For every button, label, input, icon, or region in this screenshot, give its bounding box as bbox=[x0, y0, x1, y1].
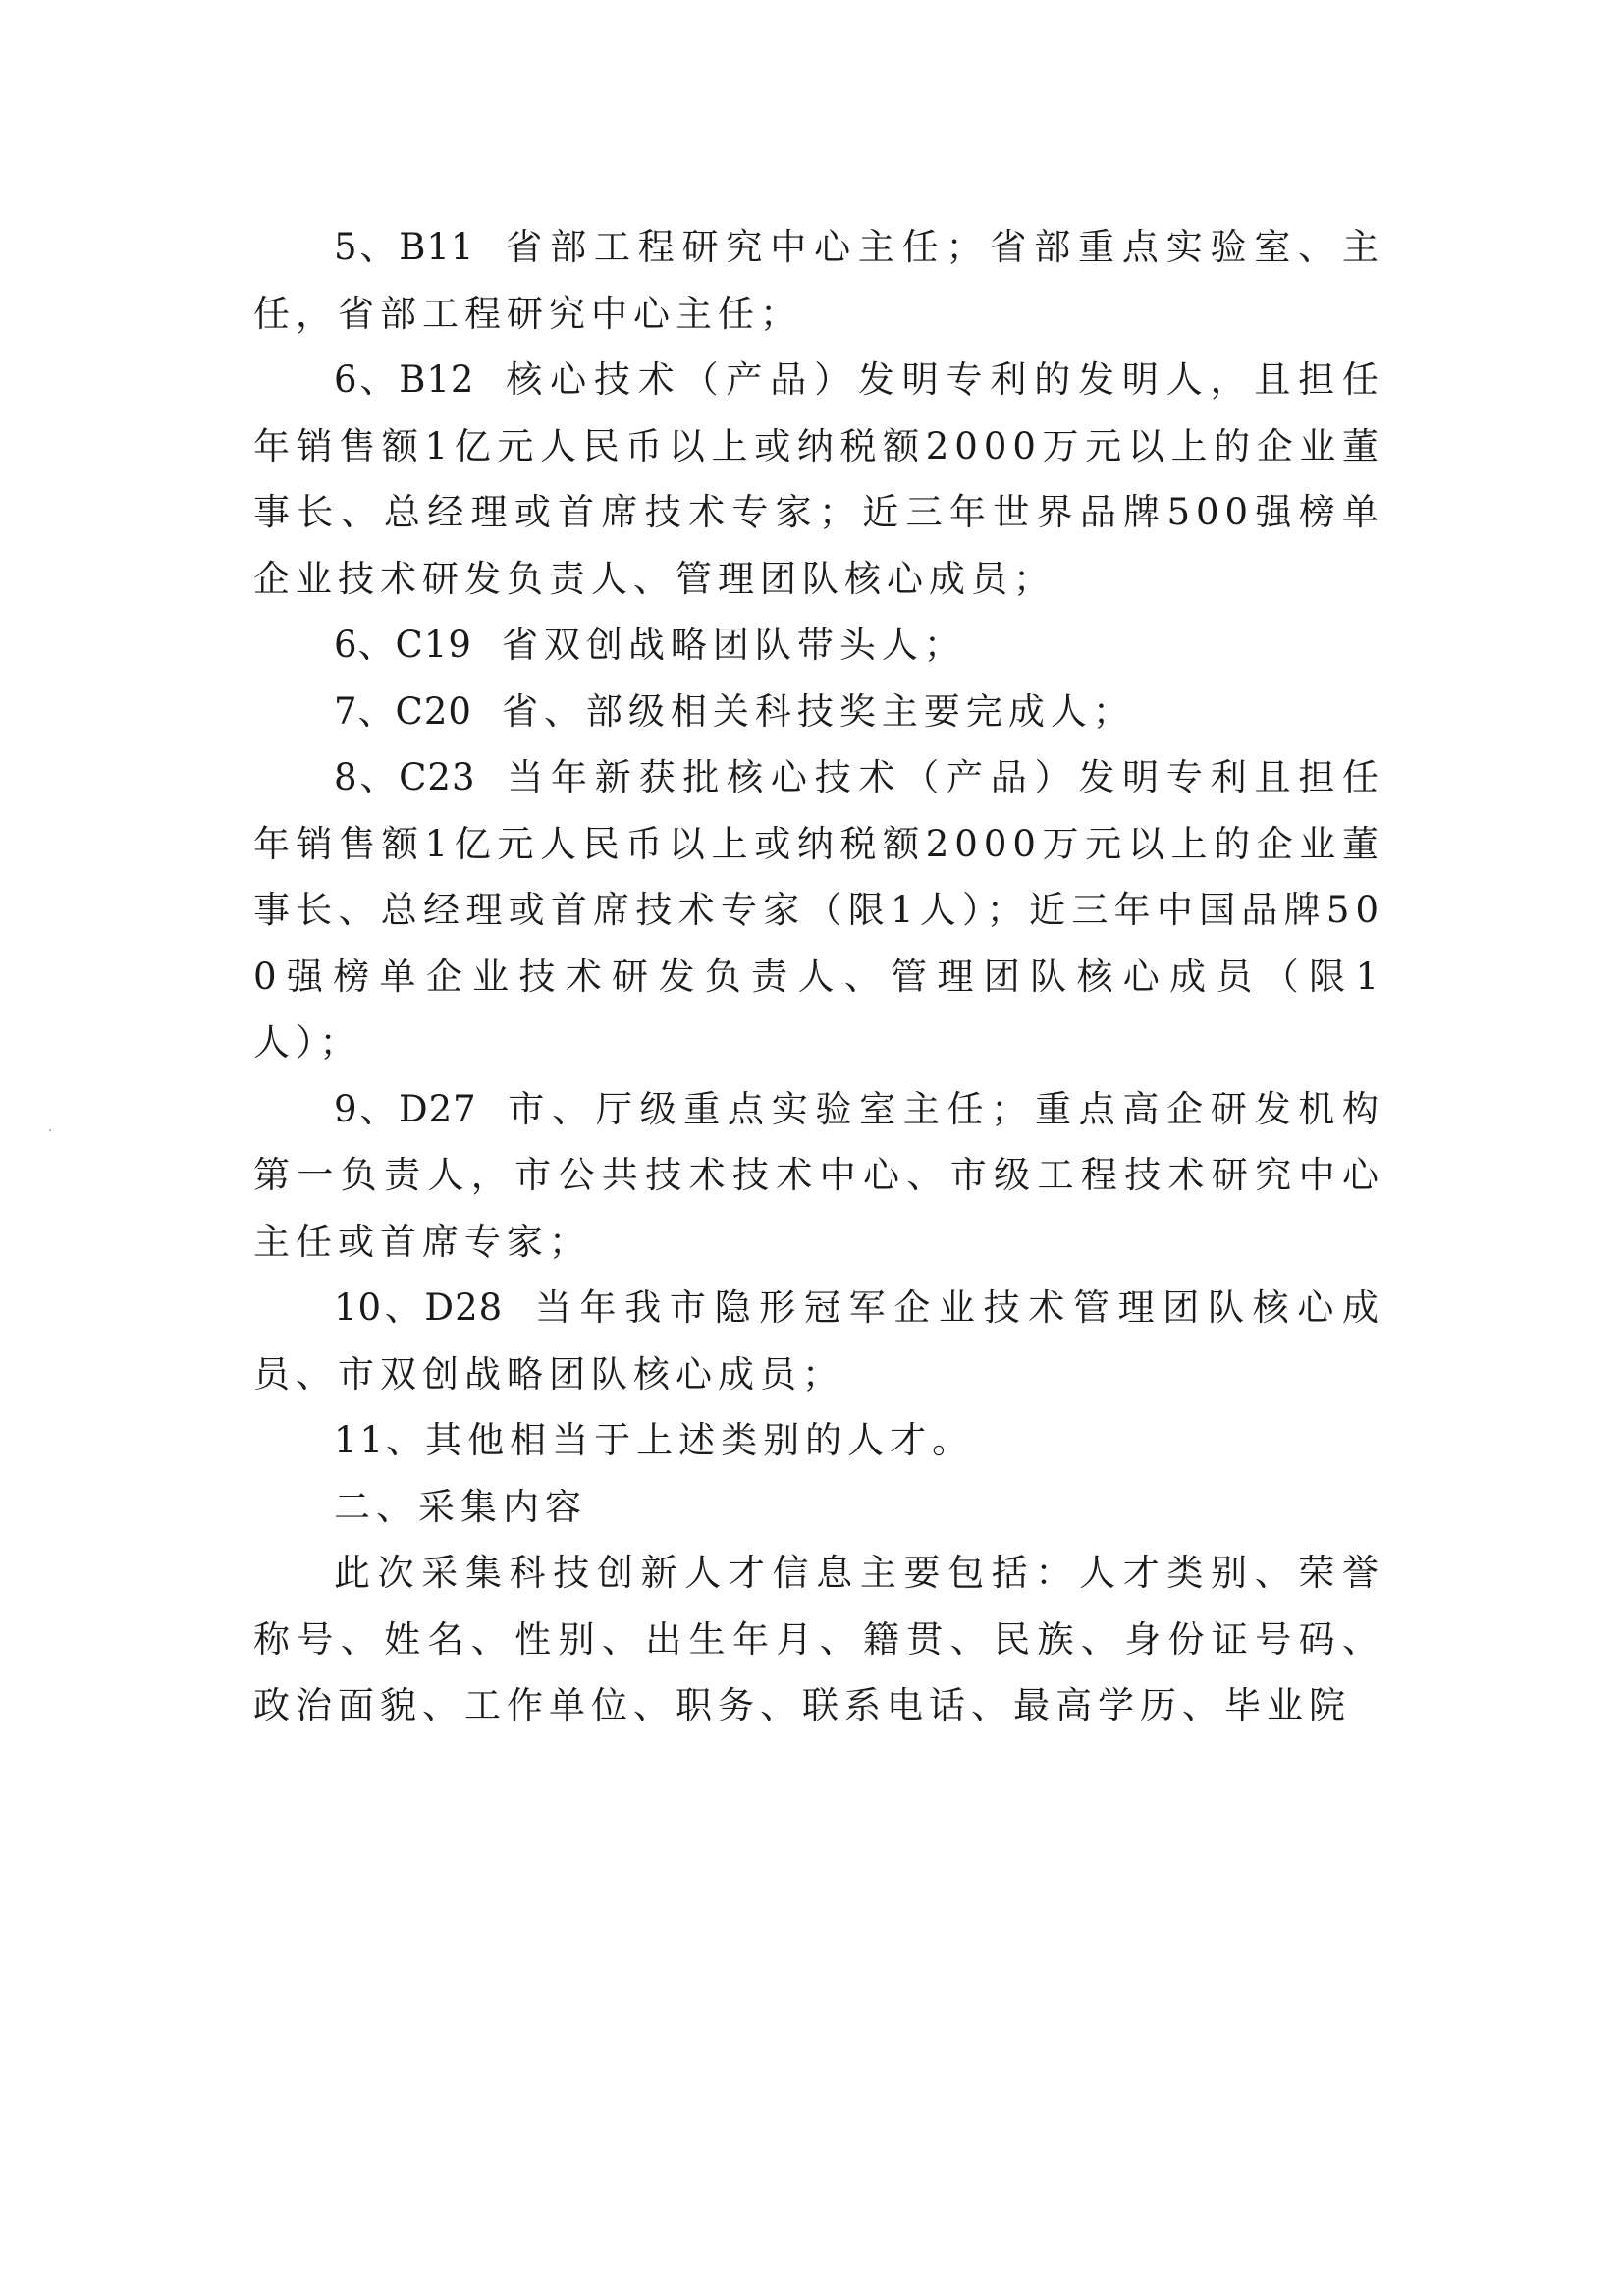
list-item bbox=[253, 1275, 1384, 1407]
item-text: 核心技术（产品）发明专利的发明人，且担任年销售额1亿元人民币以上或纳税额2000万元以上的企业董事长、总经理或首席技术专家；近三年世界品牌500强榜单企业技术研发负责人、管理团队核心成员； bbox=[253, 358, 1385, 600]
item-code: 9、D27 bbox=[334, 1087, 477, 1130]
item-text: 省、部级相关科技奖主要完成人； bbox=[501, 689, 1135, 733]
list-item bbox=[253, 1076, 1384, 1276]
item-number: 11、 bbox=[334, 1419, 426, 1461]
item-code: 10、D28 bbox=[334, 1286, 504, 1329]
item-text: 其他相当于上述类别的人才。 bbox=[425, 1419, 975, 1461]
item-text: 市、厅级重点实验室主任；重点高企研发机构第一负责人，市公共技术技术中心、市级工程技术研究中心主任或首席专家； bbox=[253, 1087, 1384, 1263]
list-item bbox=[253, 679, 1384, 745]
list-item bbox=[253, 744, 1384, 1076]
list-item bbox=[253, 214, 1384, 347]
item-code: 6、C19 bbox=[334, 624, 472, 666]
section-heading: 二、采集内容 bbox=[334, 1485, 587, 1528]
scan-speck bbox=[49, 1129, 51, 1131]
list-item bbox=[253, 612, 1384, 679]
closing-paragraph: 此次采集科技创新人才信息主要包括：人才类别、荣誉称号、姓名、性别、出生年月、籍贯、民族、身份证号码、政治面貌、工作单位、职务、联系电话、最高学历、毕业院 bbox=[253, 1552, 1384, 1726]
item-text: 当年我市隐形冠军企业技术管理团队核心成员、市双创战略团队核心成员； bbox=[253, 1286, 1385, 1395]
item-text: 省双创战略团队带头人； bbox=[501, 624, 966, 666]
item-code: 5、B11 bbox=[334, 226, 475, 268]
item-code: 8、C23 bbox=[334, 756, 476, 798]
item-text: 当年新获批核心技术（产品）发明专利且担任年销售额1亿元人民币以上或纳税额2000万元以上的企业董事长、总经理或首席技术专家（限1人）；近三年中国品牌500强榜单企业技术研发负责人、管理团队核心成员（限1人）； bbox=[253, 756, 1384, 1064]
list-item bbox=[253, 1407, 1384, 1474]
list-item bbox=[253, 347, 1384, 612]
item-code: 7、C20 bbox=[334, 689, 472, 733]
item-text: 省部工程研究中心主任；省部重点实验室、主任，省部工程研究中心主任； bbox=[253, 226, 1385, 335]
document-body bbox=[253, 214, 1384, 1739]
item-code: 6、B12 bbox=[334, 358, 475, 401]
